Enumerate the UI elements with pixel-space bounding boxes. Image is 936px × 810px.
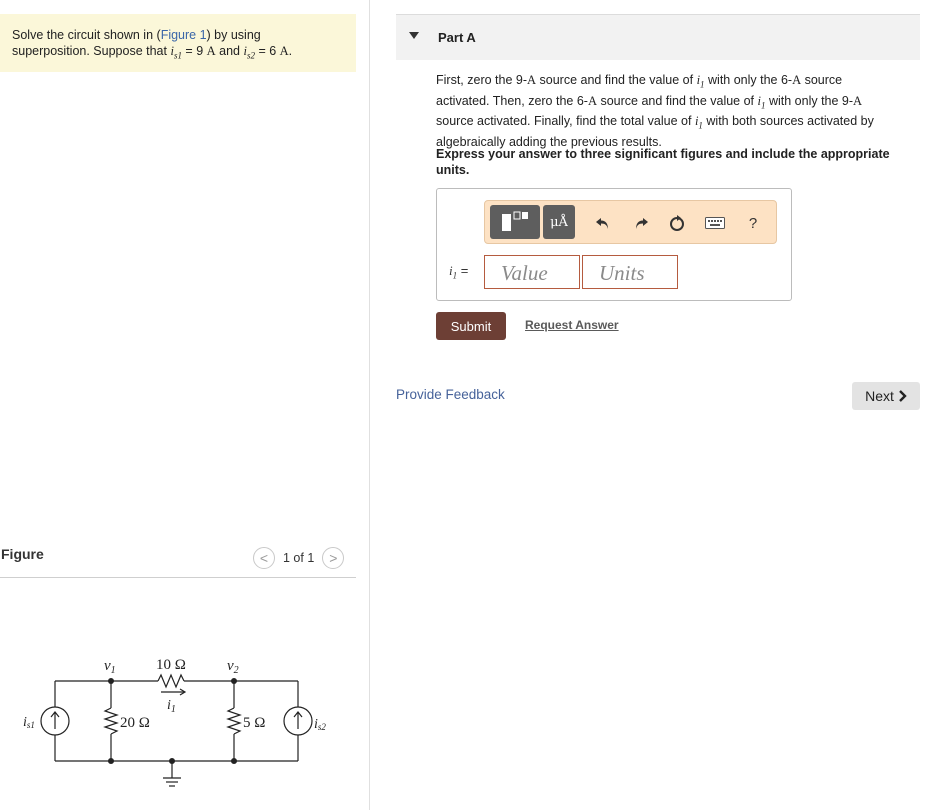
problem-line-1: Solve the circuit shown in (Figure 1) by using <box>12 28 261 42</box>
node-dot <box>231 678 237 684</box>
label-i1: $i_1$ <box>167 698 176 715</box>
chevron-right-icon: > <box>329 550 338 566</box>
circuit-diagram <box>0 640 360 800</box>
templates-button[interactable] <box>490 205 540 239</box>
figure-counter: 1 of 1 <box>283 551 315 565</box>
answer-panel <box>436 188 792 301</box>
chevron-left-icon: < <box>259 550 269 566</box>
column-divider <box>369 0 370 810</box>
figure-next-button[interactable] <box>322 547 344 569</box>
label-is1: is1 <box>23 715 35 730</box>
reset-icon[interactable] <box>667 213 687 233</box>
label-r-left: 20 Ω <box>120 715 150 731</box>
label-r-right: 5 Ω <box>243 715 266 731</box>
keyboard-icon[interactable] <box>705 213 725 233</box>
answer-format-instruction: Express your answer to three significant figures and include the appropriate units. <box>436 147 890 177</box>
units-input[interactable]: Units <box>582 255 678 289</box>
node-dot <box>169 758 175 764</box>
redo-icon[interactable] <box>631 213 651 233</box>
value-input[interactable]: Value <box>484 255 580 289</box>
units-button[interactable]: μÅ <box>543 205 575 239</box>
node-dot <box>108 678 114 684</box>
resistor-5-ohm <box>228 708 240 734</box>
next-label: Next <box>865 388 894 404</box>
label-is2: is2 <box>314 717 326 732</box>
caret-down-icon <box>409 32 419 39</box>
math-toolbar <box>484 200 777 244</box>
label-v2: $v_2$ <box>227 658 239 676</box>
label-v1: $v_1$ <box>104 658 116 676</box>
help-icon[interactable]: ? <box>748 214 758 232</box>
resistor-10-ohm <box>158 675 184 687</box>
provide-feedback-link[interactable]: Provide Feedback <box>396 387 505 402</box>
problem-statement <box>0 14 356 72</box>
label-r-top: 10 Ω <box>156 657 186 673</box>
figure-prev-button[interactable] <box>253 547 275 569</box>
part-instructions: First, zero the 9-A source and find the value of $i_1$ with only the 6-A source activated. Then, zero the 6-A source and find the value of $i_1$ with only the 9-A source activated. Finally, find the total value of $i_1$ with both sources activated by algebraically adding the previous results. <box>436 73 874 149</box>
node-dot <box>231 758 237 764</box>
figure-link[interactable]: Figure 1 <box>160 28 207 42</box>
submit-button[interactable]: Submit <box>436 312 506 340</box>
figure-heading: Figure <box>1 546 44 562</box>
part-title: Part A <box>438 30 476 45</box>
part-a-header[interactable] <box>396 14 920 60</box>
problem-line-2: superposition. Suppose that $i_{s1} = 9$ A and $i_{s2} = 6$ A. <box>12 44 293 61</box>
templates-icon <box>490 205 540 239</box>
chevron-right-icon <box>898 390 907 402</box>
figure-pager <box>253 546 344 570</box>
resistor-20-ohm <box>105 708 117 734</box>
figure-divider <box>0 577 356 578</box>
next-button[interactable] <box>852 382 920 410</box>
answer-label: $i_1$ = <box>449 263 469 281</box>
node-dot <box>108 758 114 764</box>
undo-icon[interactable] <box>593 213 613 233</box>
request-answer-link[interactable]: Request Answer <box>525 318 619 332</box>
